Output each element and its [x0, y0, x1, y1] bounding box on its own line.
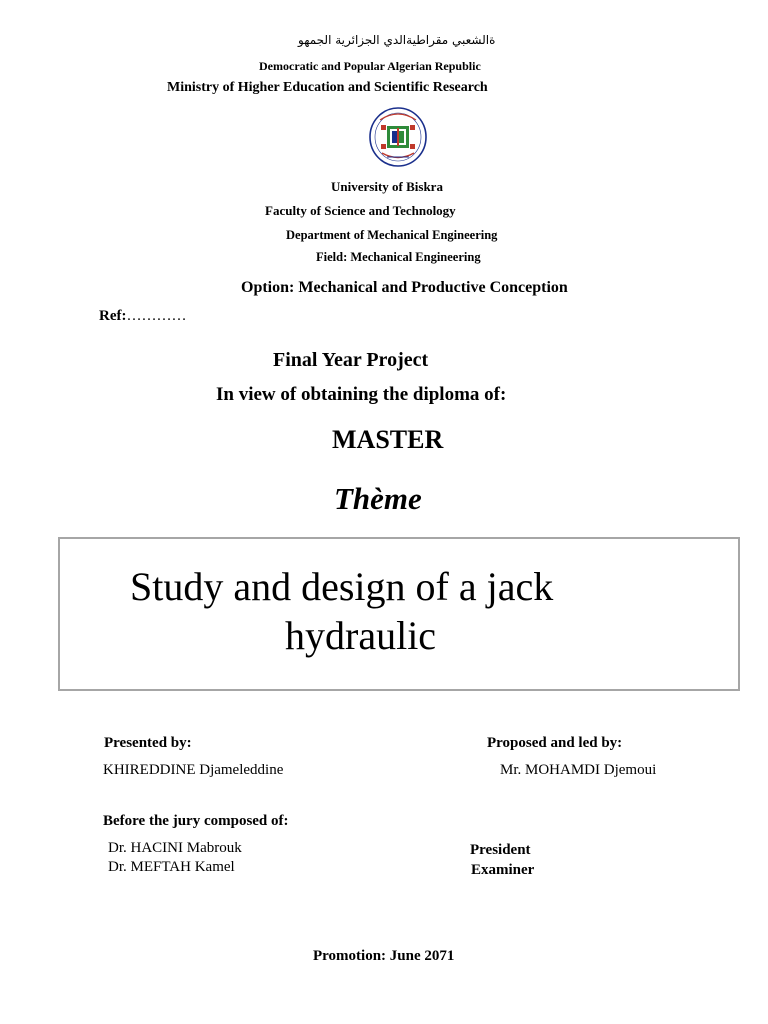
- diploma-name: MASTER: [332, 425, 444, 454]
- jury-member-name: Dr. MEFTAH Kamel: [108, 859, 235, 875]
- department-name: Department of Mechanical Engineering: [286, 228, 498, 242]
- ref-label: Ref:: [99, 308, 127, 324]
- project-title-line-2: hydraulic: [285, 613, 437, 658]
- ministry-name: Ministry of Higher Education and Scientific Research: [167, 80, 488, 95]
- ref-line: [99, 308, 186, 325]
- theme-label: Thème: [334, 481, 422, 516]
- option-name: Option: Mechanical and Productive Conception: [241, 279, 568, 296]
- student-name: KHIREDDINE Djameleddine: [103, 762, 284, 778]
- project-purpose: In view of obtaining the diploma of:: [216, 384, 507, 405]
- field-name: Field: Mechanical Engineering: [316, 250, 481, 264]
- university-seal-icon: [368, 106, 428, 168]
- project-title-line-1: Study and design of a jack: [130, 564, 554, 609]
- project-type: Final Year Project: [273, 349, 429, 371]
- republic-name: Democratic and Popular Algerian Republic: [259, 59, 481, 73]
- presented-by-label: Presented by:: [104, 735, 192, 751]
- jury-member-role: Examiner: [471, 862, 535, 878]
- promotion-date: Promotion: June 2071: [313, 948, 455, 964]
- arabic-republic-line: ةالشعبي مقراطيةالدي الجزائرية الجمهو: [298, 33, 496, 47]
- jury-member-name: Dr. HACINI Mabrouk: [108, 840, 242, 856]
- jury-label: Before the jury composed of:: [103, 813, 289, 829]
- proposed-by-label: Proposed and led by:: [487, 735, 623, 751]
- jury-member-role: President: [470, 842, 531, 858]
- faculty-name: Faculty of Science and Technology: [265, 203, 456, 218]
- university-name: University of Biskra: [331, 179, 443, 194]
- supervisor-name: Mr. MOHAMDI Djemoui: [500, 762, 657, 778]
- ref-value: …………: [126, 308, 187, 324]
